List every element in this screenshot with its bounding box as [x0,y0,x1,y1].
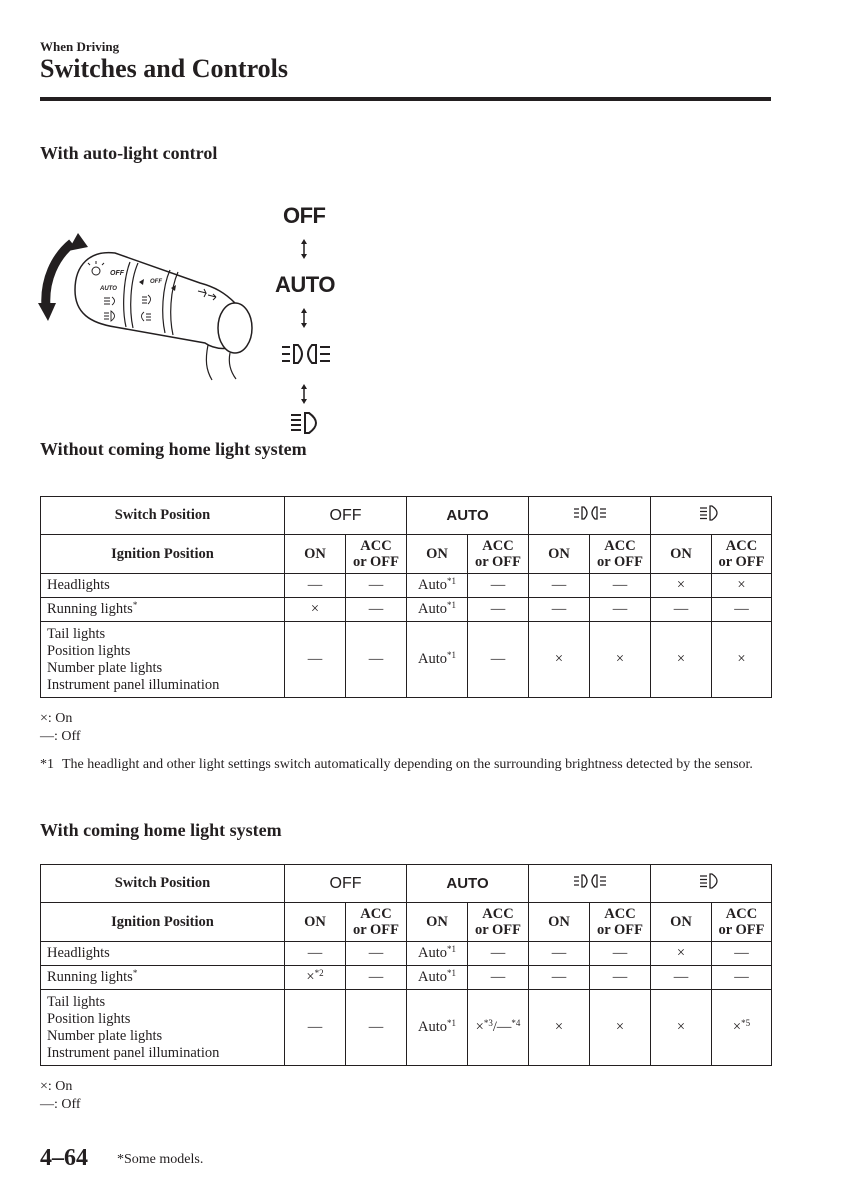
table-cell: — [346,966,407,990]
double-arrow-icon [299,384,309,404]
table-cell: × [712,574,772,598]
table-cell: Auto$^{*1}$ [407,990,468,1066]
table-cell: × [712,622,772,698]
title-divider [40,97,771,101]
parking-lights-icon [573,505,607,521]
table-cell: — [590,598,651,622]
ignition-acc-header: ACC or OFF [346,535,407,574]
ignition-on-header: ON [407,903,468,942]
table-row [41,598,772,622]
table-cell: — [529,598,590,622]
table-cell: — [590,966,651,990]
row-label: Running lights* [41,598,285,622]
page-note: *Some models. [117,1152,204,1167]
table-cell: — [712,942,772,966]
footnote [40,756,775,774]
legend-off: —: Off [40,729,81,744]
table-cell: — [651,598,712,622]
legend [40,1078,81,1114]
switch-auto-header: AUTO [407,865,529,903]
table-cell: Auto$^{*1}$ [407,942,468,966]
table-cell: — [590,942,651,966]
row-label: Headlights [41,942,285,966]
ignition-position-header: Ignition Position [41,535,285,574]
table-cell: ×$^{*3}$/—$^{*4}$ [468,990,529,1066]
switch-parking-header [529,865,651,903]
ignition-on-header: ON [529,535,590,574]
table-cell: — [651,966,712,990]
headlights-icon [289,411,325,437]
table-cell: — [346,622,407,698]
table-cell: × [529,990,590,1066]
table-cell: Auto$^{*1}$ [407,598,468,622]
table-row [41,622,772,698]
position-auto-label: AUTO [275,272,335,297]
row-label: Headlights [41,574,285,598]
table-cell: — [712,598,772,622]
legend-off: —: Off [40,1097,81,1112]
ignition-on-header: ON [285,535,346,574]
ignition-on-header: ON [529,903,590,942]
legend [40,710,81,746]
ignition-acc-header: ACC or OFF [712,535,772,574]
table-with-heading: With coming home light system [40,820,282,840]
ignition-on-header: ON [651,903,712,942]
ignition-acc-header: ACC or OFF [468,903,529,942]
table-cell: — [285,574,346,598]
lights-table-with-coming-home [40,864,772,1066]
switch-parking-header [529,497,651,535]
table-cell: — [529,966,590,990]
ignition-on-header: ON [651,535,712,574]
light-switch-stalk-drawing [30,195,370,440]
double-arrow-icon [299,308,309,328]
table-cell: — [468,966,529,990]
switch-headlights-header [651,497,772,535]
table-cell: × [651,990,712,1066]
ignition-acc-header: ACC or OFF [468,535,529,574]
stalk-off-label: OFF [110,270,124,277]
switch-headlights-header [651,865,772,903]
table-cell: — [346,942,407,966]
ignition-on-header: ON [285,903,346,942]
table-without-heading: Without coming home light system [40,439,307,459]
table-cell: — [590,574,651,598]
headlights-icon [699,505,723,521]
stalk-off-label-2: OFF [150,279,162,285]
table-cell: — [468,622,529,698]
table-cell: ×$^{*5}$ [712,990,772,1066]
switch-off-header: OFF [285,497,407,535]
ignition-acc-header: ACC or OFF [590,903,651,942]
row-label: Tail lights Position lights Number plate lights Instrument panel illumination [41,622,285,698]
page-title: Switches and Controls [40,54,289,83]
switch-auto-header: AUTO [407,497,529,535]
table-cell: — [712,966,772,990]
parking-lights-icon [280,341,332,367]
ignition-on-header: ON [407,535,468,574]
lights-table-without-coming-home [40,496,772,698]
table-cell: × [590,990,651,1066]
table-cell: × [590,622,651,698]
ignition-acc-header: ACC or OFF [712,903,772,942]
table-cell: Auto$^{*1}$ [407,574,468,598]
ignition-acc-header: ACC or OFF [590,535,651,574]
table-row [41,966,772,990]
legend-on: ×: On [40,1079,73,1094]
table-cell: — [285,622,346,698]
switch-position-header: Switch Position [41,497,285,535]
row-label: Tail lights Position lights Number plate lights Instrument panel illumination [41,990,285,1066]
table-cell: Auto$^{*1}$ [407,622,468,698]
table-cell: — [285,990,346,1066]
switch-off-header: OFF [285,865,407,903]
ignition-acc-header: ACC or OFF [346,903,407,942]
headlights-icon [699,873,723,889]
table-row [41,990,772,1066]
table-cell: — [346,990,407,1066]
section-label: When Driving [40,39,120,54]
table-cell: — [529,942,590,966]
footnote-text: The headlight and other light settings switch automatically depending on the surrounding brightness detected by the sensor. [62,757,753,772]
switch-position-header: Switch Position [41,865,285,903]
table-row [41,574,772,598]
table-cell: × [285,598,346,622]
table-cell: — [529,574,590,598]
table-cell: — [468,942,529,966]
table-cell: × [651,942,712,966]
table-cell: — [285,942,346,966]
light-switch-illustration [30,195,370,440]
position-off-label: OFF [283,203,326,228]
footnote-mark: *1 [40,757,54,772]
table-cell: — [346,574,407,598]
table-cell: × [651,574,712,598]
parking-lights-icon [573,873,607,889]
table-cell: Auto$^{*1}$ [407,966,468,990]
table-cell: ×$^{*2}$ [285,966,346,990]
auto-light-heading: With auto-light control [40,143,218,163]
page-number: 4–64 [40,1145,88,1171]
ignition-position-header: Ignition Position [41,903,285,942]
table-cell: × [651,622,712,698]
table-cell: — [346,598,407,622]
double-arrow-icon [299,239,309,259]
table-row [41,942,772,966]
table-cell: — [468,598,529,622]
stalk-auto-label: AUTO [100,286,117,292]
legend-on: ×: On [40,711,73,726]
table-cell: × [529,622,590,698]
table-cell: — [468,574,529,598]
row-label: Running lights* [41,966,285,990]
